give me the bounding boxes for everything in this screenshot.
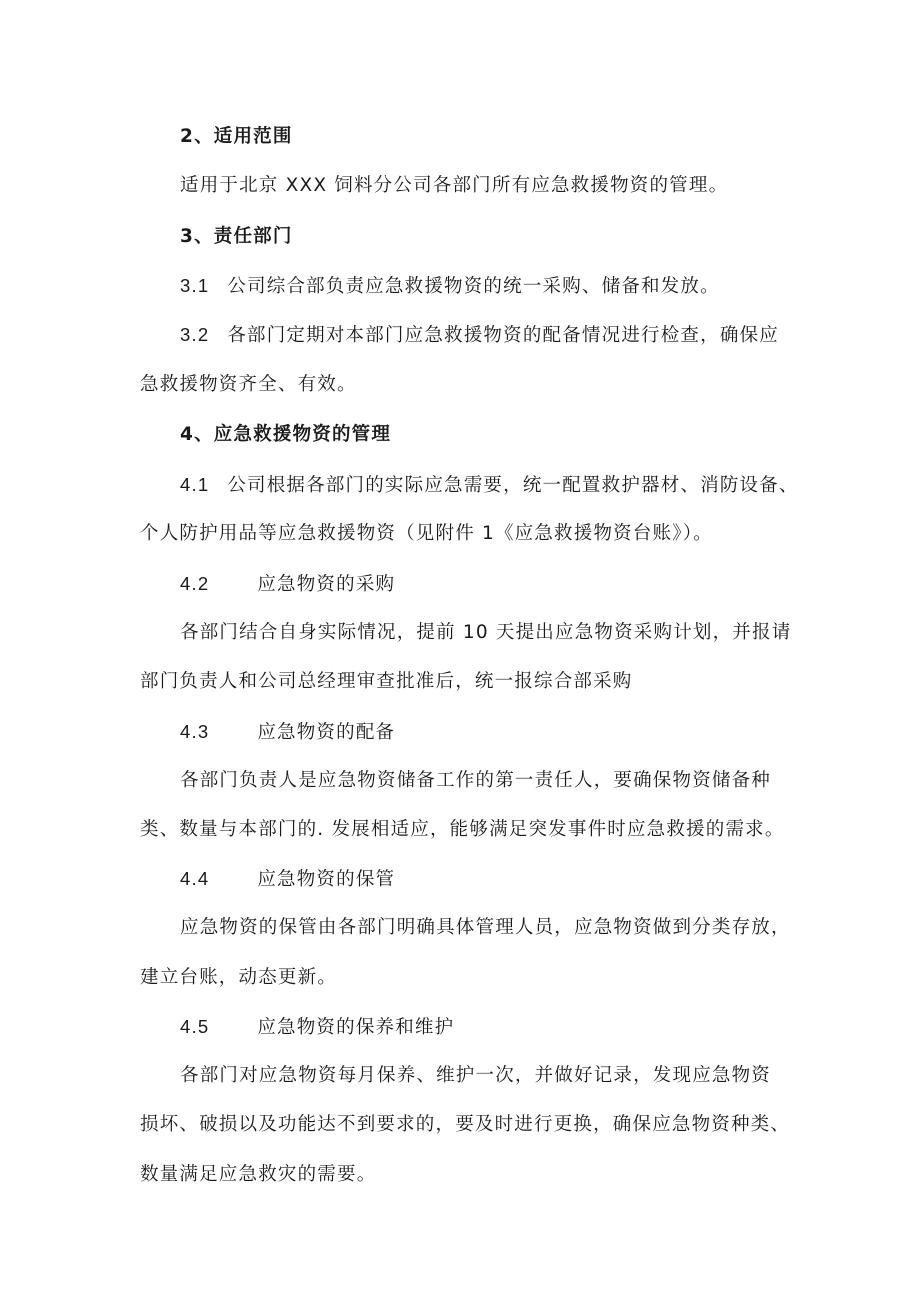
section-3-heading: 3、责任部门 (180, 226, 293, 247)
item-4-3-body-line2: 类、数量与本部门的. 发展相适应，能够满足突发事件时应急救援的需求。 (140, 819, 785, 840)
item-4-5-title (180, 1014, 454, 1041)
item-4-5-number: 4.5 (180, 1016, 210, 1037)
item-4-4-body-line2: 建立台账，动态更新。 (140, 967, 338, 988)
item-4-4-number: 4.4 (180, 868, 210, 889)
item-4-2-number: 4.2 (180, 573, 210, 594)
item-4-2-body-line1: 各部门结合自身实际情况，提前 10 天提出应急物资采购计划，并报请 (180, 622, 792, 643)
item-4-2-title (180, 571, 395, 598)
item-4-1-text-line1: 公司根据各部门的实际应急需要，统一配置救护器材、消防设备、 (227, 475, 799, 496)
item-3-1-number: 3.1 (180, 275, 210, 296)
item-4-3-title-text: 应急物资的配备 (257, 722, 396, 743)
item-4-1-line1 (180, 472, 799, 499)
item-4-1-number: 4.1 (180, 474, 210, 495)
item-3-2-line2: 急救援物资齐全、有效。 (140, 374, 357, 395)
item-4-2-body-line2: 部门负责人和公司总经理审查批准后，统一报综合部采购 (140, 671, 633, 692)
item-4-4-body-line1: 应急物资的保管由各部门明确具体管理人员，应急物资做到分类存放， (180, 917, 791, 938)
item-4-5-body-line2: 损坏、破损以及功能达不到要求的，要及时进行更换，确保应急物资种类、 (140, 1114, 791, 1135)
item-4-2-title-text: 应急物资的采购 (257, 574, 396, 595)
item-3-1-text: 公司综合部负责应急救援物资的统一采购、储备和发放。 (227, 276, 720, 297)
item-3-2-line1 (180, 322, 779, 349)
item-3-1 (180, 273, 720, 300)
item-4-3-body-line1: 各部门负责人是应急物资储备工作的第一责任人，要确保物资储备种 (180, 770, 772, 791)
section-4-heading: 4、应急救援物资的管理 (180, 424, 392, 445)
item-4-4-title-text: 应急物资的保管 (257, 869, 396, 890)
item-4-3-title (180, 719, 395, 746)
section-2-body: 适用于北京 XXX 饲料分公司各部门所有应急救援物资的管理。 (180, 175, 729, 196)
item-3-2-number: 3.2 (180, 324, 210, 345)
item-4-4-title (180, 866, 395, 893)
item-3-2-text-line1: 各部门定期对本部门应急救援物资的配备情况进行检查，确保应 (227, 325, 779, 346)
item-4-5-body-line1: 各部门对应急物资每月保养、维护一次，并做好记录，发现应急物资 (180, 1065, 772, 1086)
item-4-5-title-text: 应急物资的保养和维护 (257, 1017, 455, 1038)
item-4-3-number: 4.3 (180, 721, 210, 742)
item-4-5-body-line3: 数量满足应急救灾的需要。 (140, 1164, 377, 1185)
item-4-1-line2: 个人防护用品等应急救援物资（见附件 1《应急救援物资台账》）。 (140, 523, 713, 544)
section-2-heading: 2、适用范围 (180, 126, 293, 147)
